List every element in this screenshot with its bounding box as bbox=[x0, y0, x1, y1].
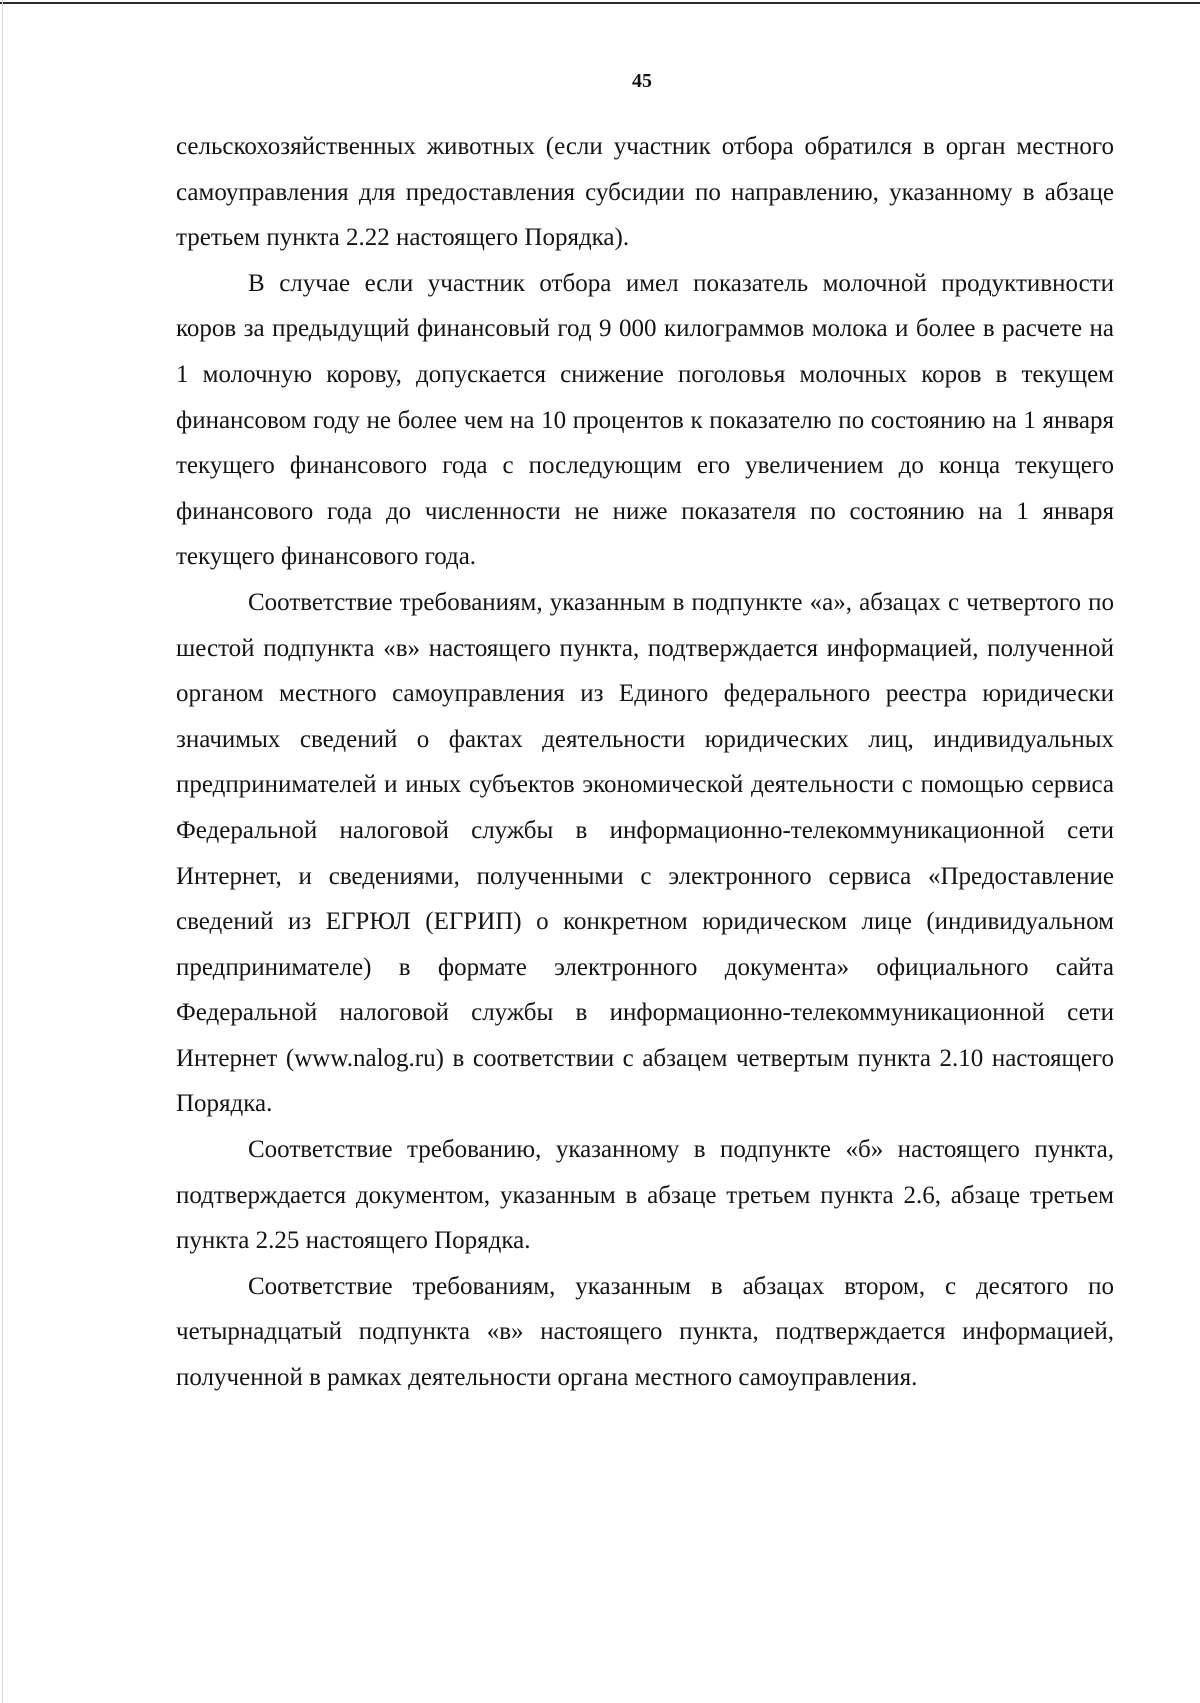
page-number: 45 bbox=[632, 70, 652, 92]
page-top-border bbox=[0, 2, 1200, 4]
page-left-edge bbox=[2, 0, 3, 1703]
paragraph-continuation: сельскохозяйственных животных (если участник отбора обратился в орган местного самоуправления для предоставления субсидии по направлению, указанному в абзаце третьем пункта 2.22 настоящего Порядка). bbox=[176, 133, 1114, 252]
paragraph-local-authority-info: Соответствие требованиям, указанным в абзацах втором, с десятого по четырнадцатый подпункта «в» настоящего пункта, подтверждается информацией, полученной в рамках деятельности органа местного самоуправления. bbox=[176, 1272, 1114, 1392]
document-body bbox=[176, 124, 1114, 1401]
paragraph-egrul-verification: Соответствие требованиям, указанным в подпункте «а», абзацах с четвертого по шестой подпункта «в» настоящего пункта, подтверждается информацией, полученной органом местного самоуправления из Единого федерального реестра юридически значимых сведений о фактах деятельности юридических лиц, индивидуальных предпринимателей и иных субъектов экономической деятельности с помощью сервиса Федеральной налоговой службы в информационно-телекоммуникационной сети Интернет, и сведениями, полученными с электронного сервиса «Предоставление сведений из ЕГРЮЛ (ЕГРИП) о конкретном юридическом лице (индивидуальном предпринимателе) в формате электронного документа» официального сайта Федеральной налоговой службы в информационно-телекоммуникационной сети Интернет (www.nalog.ru) в соответствии с абзацем четвертым пункта 2.10 настоящего Порядка. bbox=[176, 588, 1114, 1118]
paragraph-milk-productivity: В случае если участник отбора имел показатель молочной продуктивности коров за предыдущий финансовый год 9 000 килограммов молока и более в расчете на 1 молочную корову, допускается снижение поголовья молочных коров в текущем финансовом году не более чем на 10 процентов к показателю по состоянию на 1 января текущего финансового года с последующим его увеличением до конца текущего финансового года до численности не ниже показателя по состоянию на 1 января текущего финансового года. bbox=[176, 269, 1114, 571]
paragraph-document-confirmation: Соответствие требованию, указанному в подпункте «б» настоящего пункта, подтверждается документом, указанным в абзаце третьем пункта 2.6, абзаце третьем пункта 2.25 настоящего Порядка. bbox=[176, 1136, 1114, 1255]
